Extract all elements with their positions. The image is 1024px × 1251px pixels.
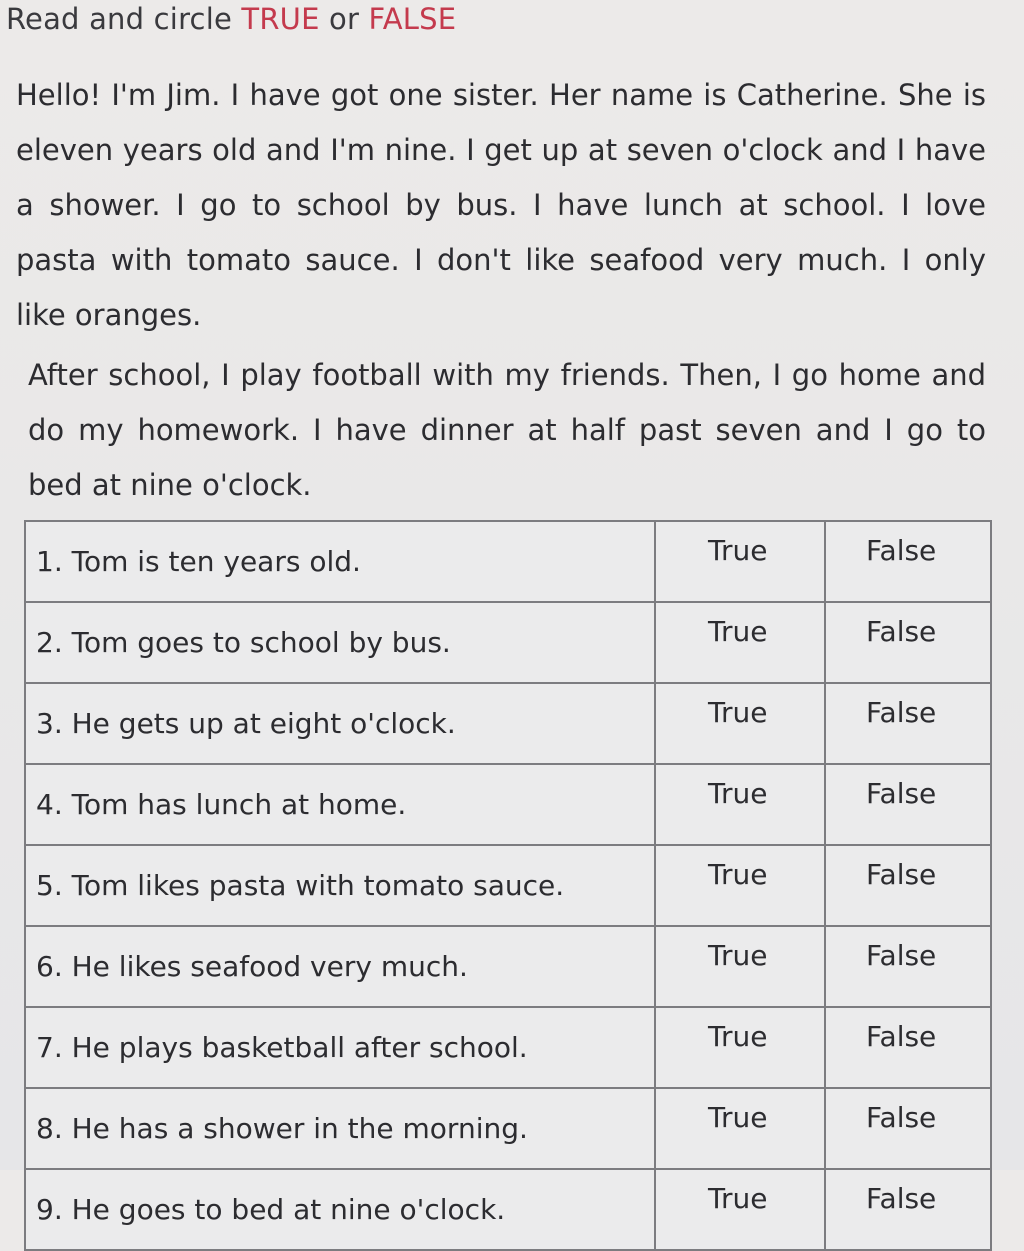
true-option[interactable]: True (655, 1169, 825, 1250)
table-row (25, 683, 991, 764)
true-option[interactable]: True (655, 521, 825, 602)
true-false-table (24, 520, 992, 1251)
statement-cell: 6. He likes seafood very much. (25, 926, 655, 1007)
true-false-table-body (25, 521, 991, 1250)
table-row (25, 1088, 991, 1169)
false-option[interactable]: False (825, 521, 991, 602)
false-option[interactable]: False (825, 683, 991, 764)
false-option[interactable]: False (825, 602, 991, 683)
false-option[interactable]: False (825, 1088, 991, 1169)
true-option[interactable]: True (655, 845, 825, 926)
instruction-lead: Read and circle (6, 2, 242, 36)
passage-paragraph-1: Hello! I'm Jim. I have got one sister. Her name is Catherine. She is eleven years old and I'm nine. I get up at seven o'clock and I have a shower. I go to school by bus. I have lunch at school. I love pasta with tomato sauce. I don't like seafood very much. I only like oranges. (16, 78, 986, 332)
statement-cell: 4. Tom has lunch at home. (25, 764, 655, 845)
false-option[interactable]: False (825, 764, 991, 845)
passage-paragraph-2: After school, I play football with my friends. Then, I go home and do my homework. I have dinner at half past seven and I go to bed at nine o'clock. (28, 358, 986, 502)
instruction-true-word: TRUE (241, 2, 320, 36)
false-option[interactable]: False (825, 1169, 991, 1250)
instruction-heading (6, 2, 456, 36)
statement-cell: 1. Tom is ten years old. (25, 521, 655, 602)
true-option[interactable]: True (655, 602, 825, 683)
true-option[interactable]: True (655, 1088, 825, 1169)
statement-cell: 7. He plays basketball after school. (25, 1007, 655, 1088)
statement-cell: 3. He gets up at eight o'clock. (25, 683, 655, 764)
true-option[interactable]: True (655, 1007, 825, 1088)
table-row (25, 845, 991, 926)
table-row (25, 1169, 991, 1250)
true-option[interactable]: True (655, 764, 825, 845)
table-row (25, 926, 991, 1007)
false-option[interactable]: False (825, 845, 991, 926)
statement-cell: 5. Tom likes pasta with tomato sauce. (25, 845, 655, 926)
false-option[interactable]: False (825, 926, 991, 1007)
table-row (25, 764, 991, 845)
table-row (25, 521, 991, 602)
statement-cell: 2. Tom goes to school by bus. (25, 602, 655, 683)
true-option[interactable]: True (655, 926, 825, 1007)
statement-cell: 9. He goes to bed at nine o'clock. (25, 1169, 655, 1250)
table-row (25, 1007, 991, 1088)
instruction-or-word: or (319, 2, 369, 36)
true-option[interactable]: True (655, 683, 825, 764)
statement-cell: 8. He has a shower in the morning. (25, 1088, 655, 1169)
false-option[interactable]: False (825, 1007, 991, 1088)
table-row (25, 602, 991, 683)
instruction-false-word: FALSE (368, 2, 457, 36)
